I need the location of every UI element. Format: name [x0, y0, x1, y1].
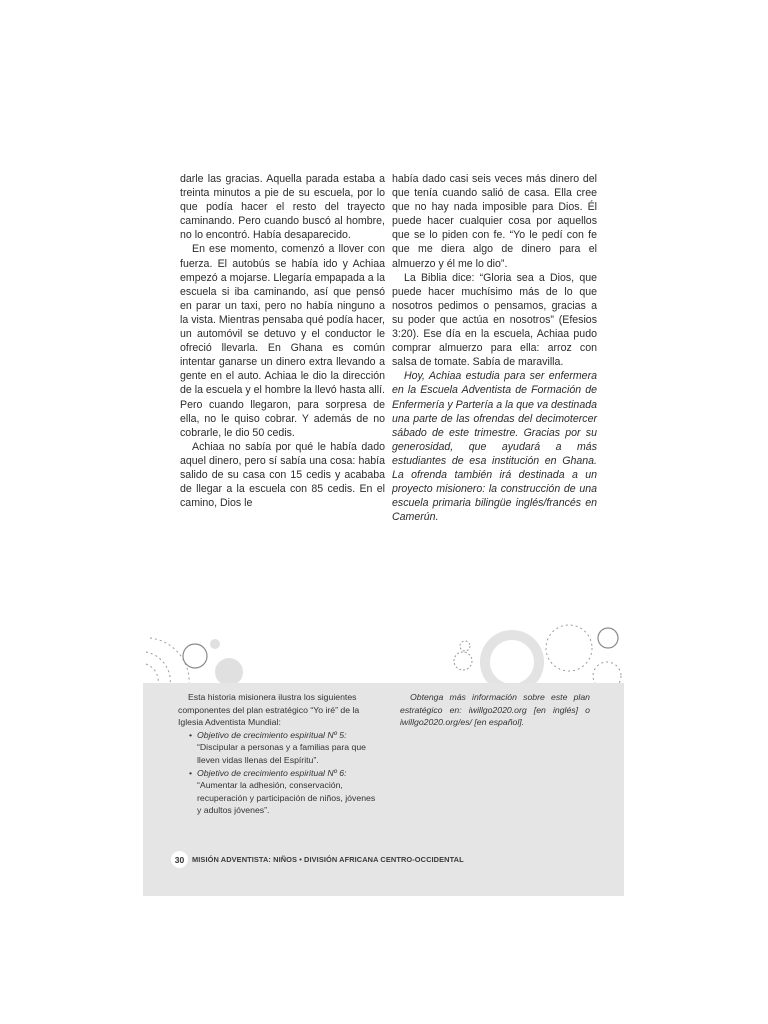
plan-intro: Esta historia misionera ilustra los siguientes componentes del plan estratégico “Yo iré” de la Iglesia Adventista Mundial:: [178, 692, 360, 728]
story-paragraph: Achiaa no sabía por qué le había dado aquel dinero, pero sí sabía una cosa: había salido de su casa con 15 cedis y acababa de llegar a la escuela con 85 cedis. En el camino, Dios le: [180, 440, 385, 510]
page-footer: [171, 851, 464, 868]
objective-text: “Discipular a personas y a familias para que lleven vidas llenas del Espíritu”.: [197, 742, 367, 765]
story-column-right: [392, 172, 597, 524]
bullet-icon: •: [189, 767, 193, 778]
bullet-icon: •: [189, 729, 193, 740]
list-item: [189, 767, 378, 817]
strategic-plan-panel: [143, 683, 624, 896]
more-info: [400, 691, 590, 729]
running-title: MISIÓN ADVENTISTA: NIÑOS • DIVISIÓN AFRICANA CENTRO-OCCIDENTAL: [192, 855, 464, 864]
story-closing-paragraph: Hoy, Achiaa estudia para ser enfermera en la Escuela Adventista de Formación de Enfermería y Partería a la que va destinada una parte de las ofrendas del decimotercer sábado de este trimestre. Gracias por su generosidad, que ayudará a más estudiantes de esa institución en Ghana. La ofrenda también irá destinada a un proyecto misionero: la construcción de una escuela primaria bilingüe inglés/francés en Camerún.: [392, 370, 597, 524]
page-number: 30: [171, 851, 188, 868]
story-paragraph: En ese momento, comenzó a llover con fuerza. El autobús se había ido y Achiaa empezó a mojarse. Llegaría empapada a la escuela si iba caminando, así que pensó en parar un taxi, pero no había ninguno a la vista. Mientras pensaba qué podía hacer, un automóvil se detuvo y el conductor le ofreció llevarla. En Ghana es común intentar ganarse un dinero extra llevando a gente en el auto. Achiaa le dio la dirección de la escuela y el hombre la llevó hasta allí. Pero cuando llegaron, para sorpresa de ella, no le quiso cobrar. Y además de no cobrarle, le dio 50 cedis.: [180, 243, 385, 439]
story-paragraph: darle las gracias. Aquella parada estaba a treinta minutos a pie de su escuela, por lo que podía hacer el resto del trayecto caminando. Pero cuando buscó al hombre, no lo encontró. Había desaparecido.: [180, 173, 385, 242]
objective-label: Objetivo de crecimiento espiritual Nº 6:: [197, 767, 347, 778]
plan-components: [178, 691, 378, 817]
story-column-left: [180, 172, 385, 510]
story-paragraph: había dado casi seis veces más dinero del que tenía cuando salió de casa. Ella cree que no hay nada imposible para Dios. Él puede hacer cualquier cosa por aquellos que se lo piden con fe. “Yo le pedí con fe que me diera algo de dinero para el almuerzo y él me lo dio”.: [392, 173, 597, 270]
plan-objectives-list: [178, 729, 378, 817]
list-item: [189, 729, 378, 767]
more-info-text: Obtenga más información sobre este plan estratégico en: iwillgo2020.org [en inglés] o iwillgo2020.org/es/ [en español].: [400, 692, 590, 728]
story-paragraph: La Biblia dice: “Gloria sea a Dios, que puede hacer muchísimo más de lo que nosotros pedimos o pensamos, gracias a su poder que actúa en nosotros” (Efesios 3:20). Ese día en la escuela, Achiaa pudo comprar almuerzo para ella: arroz con salsa de tomate. Sabía de maravilla.: [392, 271, 597, 369]
objective-text: “Aumentar la adhesión, conservación, recuperación y participación de niños, jóvenes y adultos jóvenes”.: [197, 780, 376, 816]
objective-label: Objetivo de crecimiento espiritual Nº 5:: [197, 729, 347, 740]
